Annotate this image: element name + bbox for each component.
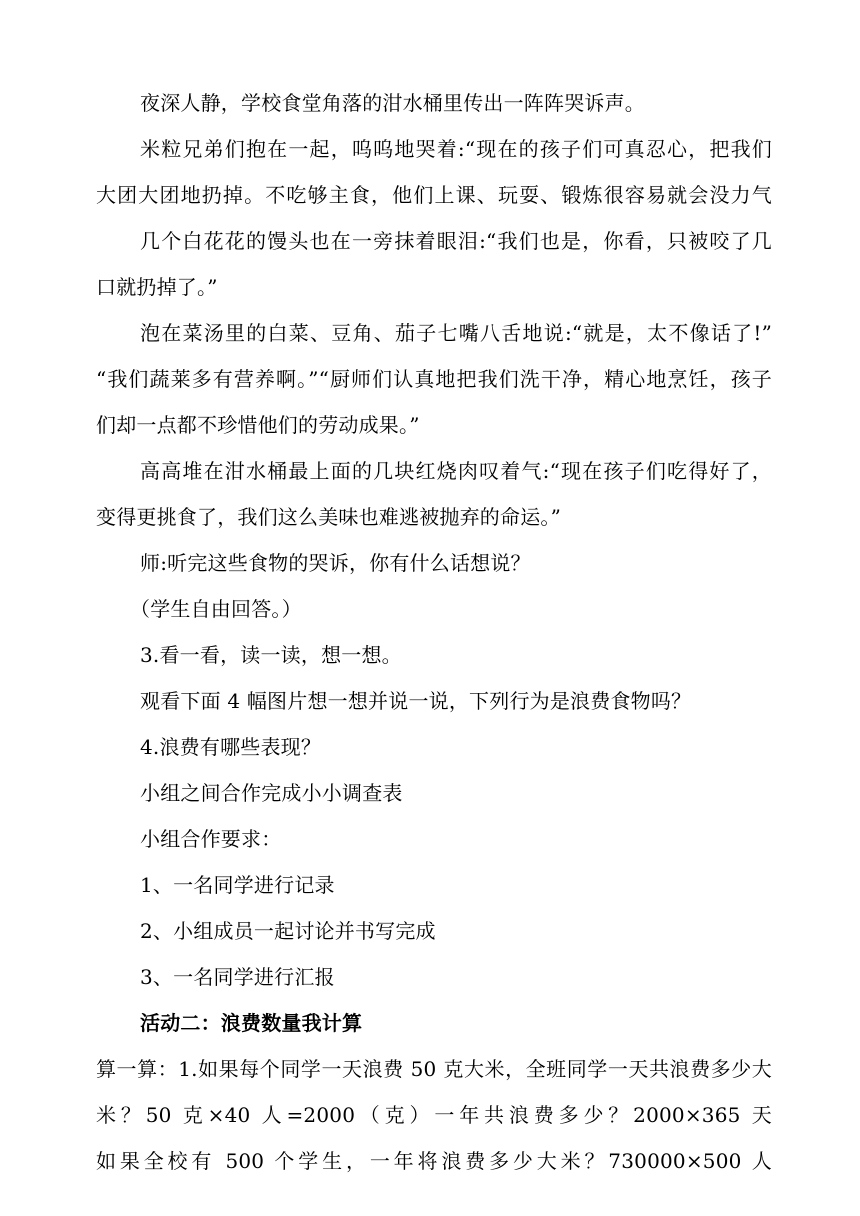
paragraph-line: “我们蔬莱多有营养啊。”“厨师们认真地把我们洗干净，精心地烹饪，孩子 — [96, 367, 772, 391]
paragraph-line: 小组合作要求： — [140, 827, 282, 851]
paragraph-line: 泡在菜汤里的白菜、豆角、茄子七嘴八舌地说:“就是，太不像话了!” — [140, 321, 772, 345]
paragraph-line: 米？50 克×40 人=2000（克）一年共浪费多少？2000×365 天 — [96, 1103, 772, 1127]
paragraph-line: （学生自由回答。） — [130, 597, 302, 621]
paragraph-line: 4.浪费有哪些表现？ — [140, 735, 322, 759]
paragraph-line: 小组之间合作完成小小调查表 — [140, 781, 403, 805]
paragraph-line: 高高堆在泔水桶最上面的几块红烧肉叹着气:“现在孩子们吃得好了， — [140, 459, 772, 483]
section-heading: 活动二：浪费数量我计算 — [140, 1011, 363, 1035]
list-item: 3、一名同学进行汇报 — [140, 965, 335, 989]
paragraph-line: 米粒兄弟们抱在一起，呜呜地哭着:“现在的孩子们可真忍心，把我们 — [140, 137, 772, 161]
paragraph-line: 算一算：1.如果每个同学一天浪费 50 克大米，全班同学一天共浪费多少大 — [96, 1057, 772, 1081]
paragraph-line: 3.看一看，读一读，想一想。 — [140, 643, 402, 667]
paragraph-line: 口就扔掉了。” — [96, 275, 218, 299]
paragraph-line: 几个白花花的馒头也在一旁抹着眼泪:“我们也是，你看，只被咬了几 — [140, 229, 772, 253]
paragraph-line: 们却一点都不珍惜他们的劳动成果。” — [96, 413, 420, 437]
paragraph-line: 观看下面 4 幅图片想一想并说一说，下列行为是浪费食物吗？ — [140, 689, 692, 713]
list-item: 1、一名同学进行记录 — [140, 873, 335, 897]
paragraph-line: 如果全校有 500 个学生，一年将浪费多少大米？730000×500 人 — [96, 1149, 772, 1173]
paragraph-line: 变得更挑食了，我们这么美味也难逃被抛弃的命运。” — [96, 505, 562, 529]
list-item: 2、小组成员一起讨论并书写完成 — [140, 919, 436, 943]
paragraph-line: 大团大团地扔掉。不吃够主食，他们上课、玩耍、锻炼很容易就会没力气 — [96, 183, 772, 207]
paragraph-line: 师:听完这些食物的哭诉，你有什么话想说？ — [140, 551, 531, 575]
paragraph-line: 夜深人静，学校食堂角落的泔水桶里传出一阵阵哭诉声。 — [140, 91, 645, 115]
